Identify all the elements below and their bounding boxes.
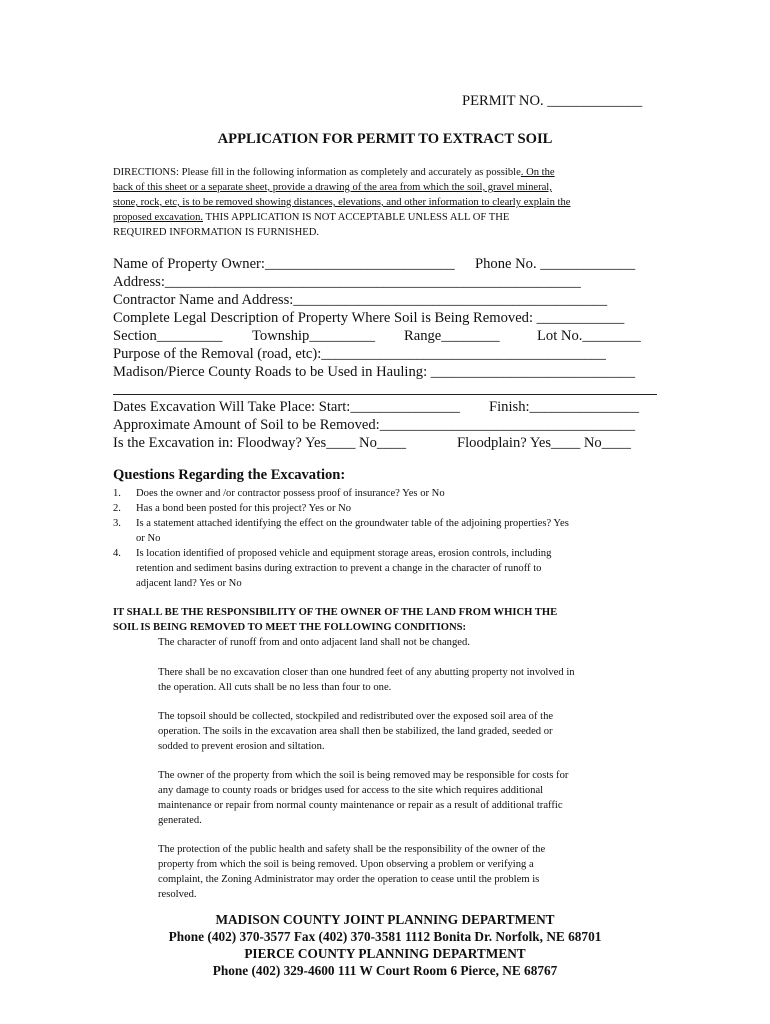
address-field[interactable]: Address:_________________________________________________________ [113, 274, 581, 290]
directions-line-1 [113, 165, 555, 180]
condition-text: operation. The soils in the excavation area shall then be stabilized, the land graded, seeded or [158, 726, 553, 737]
condition-paragraph-topsoil [158, 709, 658, 754]
footer-madison-contact: Phone (402) 370-3577 Fax (402) 370-3581 1112 Bonita Dr. Norfolk, NE 68701 [168, 929, 602, 944]
floodway-field[interactable]: Is the Excavation in: Floodway? Yes____ No____ [113, 435, 407, 451]
township-field[interactable]: Township_________ [252, 328, 376, 344]
question-item [113, 546, 673, 591]
condition-paragraph-public-safety [158, 842, 658, 902]
page-title: APPLICATION FOR PERMIT TO EXTRACT SOIL [217, 131, 553, 147]
phone-field[interactable]: Phone No. _____________ [475, 256, 636, 272]
question-item [113, 486, 673, 501]
directions-underlined-text: proposed excavation. [113, 212, 204, 223]
condition-text: The owner of the property from which the soil is being removed may be responsible for costs for [158, 770, 569, 781]
purpose-field[interactable]: Purpose of the Removal (road, etc):_______________________________________ [113, 346, 606, 362]
floodplain-field[interactable]: Floodplain? Yes____ No____ [457, 435, 631, 451]
range-field[interactable]: Range________ [404, 328, 500, 344]
condition-text: complaint, the Zoning Administrator may order the operation to cease until the problem is [158, 874, 540, 885]
contractor-field[interactable]: Contractor Name and Address:___________________________________________ [113, 292, 608, 308]
soil-amount-field[interactable]: Approximate Amount of Soil to be Removed:___________________________________ [113, 417, 636, 433]
question-text: Is a statement attached identifying the effect on the groundwater table of the adjoining properties? Yes [136, 518, 569, 529]
directions-text: DIRECTIONS: Please fill in the following information as completely and accurately as possible [113, 167, 521, 178]
condition-text: the operation. All cuts shall be no less than four to one. [158, 682, 392, 693]
directions-underlined-text: . On the [520, 167, 555, 178]
directions-line-4 [113, 210, 509, 225]
section-field[interactable]: Section_________ [113, 328, 223, 344]
condition-text: There shall be no excavation closer than one hundred feet of any abutting property not involved in [158, 667, 575, 678]
directions-line-5: REQUIRED INFORMATION IS FURNISHED. [113, 227, 319, 238]
condition-text: sodded to prevent erosion and siltation. [158, 741, 325, 752]
condition-text: property from which the soil is being removed. Upon observing a problem or verifying a [158, 859, 534, 870]
directions-line-3: stone, rock, etc, is to be removed showing distances, elevations, and other information to clearly explain the [113, 197, 571, 208]
condition-text: any damage to county roads or bridges used for access to the site which requires additional [158, 785, 544, 796]
condition-paragraph-runoff [158, 635, 658, 650]
legal-description-field[interactable]: Complete Legal Description of Property Where Soil is Being Removed: ____________ [113, 310, 625, 326]
question-item [113, 516, 673, 546]
question-item [113, 501, 673, 516]
condition-text: resolved. [158, 889, 197, 900]
question-text: Does the owner and /or contractor possess proof of insurance? Yes or No [136, 488, 445, 499]
conditions-heading-line-2: SOIL IS BEING REMOVED TO MEET THE FOLLOWING CONDITIONS: [113, 622, 467, 633]
directions-line-2: back of this sheet or a separate sheet, provide a drawing of the area from which the soil, gravel mineral, [113, 182, 552, 193]
question-text: adjacent land? Yes or No [136, 578, 242, 589]
permit-number: PERMIT NO. _____________ [462, 93, 643, 109]
question-number: 4. [113, 548, 121, 559]
property-owner-field[interactable]: Name of Property Owner:__________________________ [113, 256, 455, 272]
condition-text: maintenance or repair from normal county maintenance or repair as a result of additional traffic [158, 800, 563, 811]
question-number: 2. [113, 503, 121, 514]
questions-heading: Questions Regarding the Excavation: [113, 467, 346, 483]
condition-paragraph-road-damage [158, 768, 658, 828]
question-text: Has a bond been posted for this project? Yes or No [136, 503, 352, 514]
question-text: Is location identified of proposed vehicle and equipment storage areas, erosion controls, including [136, 548, 552, 559]
question-number: 3. [113, 518, 121, 529]
condition-text: generated. [158, 815, 202, 826]
finish-date-field[interactable]: Finish:_______________ [489, 399, 640, 415]
footer-madison-dept: MADISON COUNTY JOINT PLANNING DEPARTMENT [215, 912, 555, 927]
start-date-field[interactable]: Dates Excavation Will Take Place: Start:_______________ [113, 399, 460, 415]
lot-number-field[interactable]: Lot No.________ [537, 328, 641, 344]
footer-pierce-dept: PIERCE COUNTY PLANNING DEPARTMENT [244, 946, 526, 961]
conditions-heading-line-1: IT SHALL BE THE RESPONSIBILITY OF THE OWNER OF THE LAND FROM WHICH THE [113, 607, 558, 618]
condition-text: The character of runoff from and onto adjacent land shall not be changed. [158, 637, 470, 648]
condition-paragraph-setback [158, 665, 658, 695]
questions-list [113, 486, 673, 591]
question-number: 1. [113, 488, 121, 499]
question-text: or No [136, 533, 161, 544]
question-text: retention and sediment basins during extraction to prevent a change in the character of runoff to [136, 563, 542, 574]
directions-text: THIS APPLICATION IS NOT ACCEPTABLE UNLESS ALL OF THE [203, 212, 510, 223]
hauling-roads-field[interactable]: Madison/Pierce County Roads to be Used in Hauling: ____________________________ [113, 364, 636, 380]
footer-pierce-contact: Phone (402) 329-4600 111 W Court Room 6 Pierce, NE 68767 [212, 963, 558, 978]
condition-text: The protection of the public health and safety shall be the responsibility of the owner of the [158, 844, 546, 855]
blank-line[interactable] [113, 394, 657, 395]
condition-text: The topsoil should be collected, stockpiled and redistributed over the exposed soil area of the [158, 711, 554, 722]
